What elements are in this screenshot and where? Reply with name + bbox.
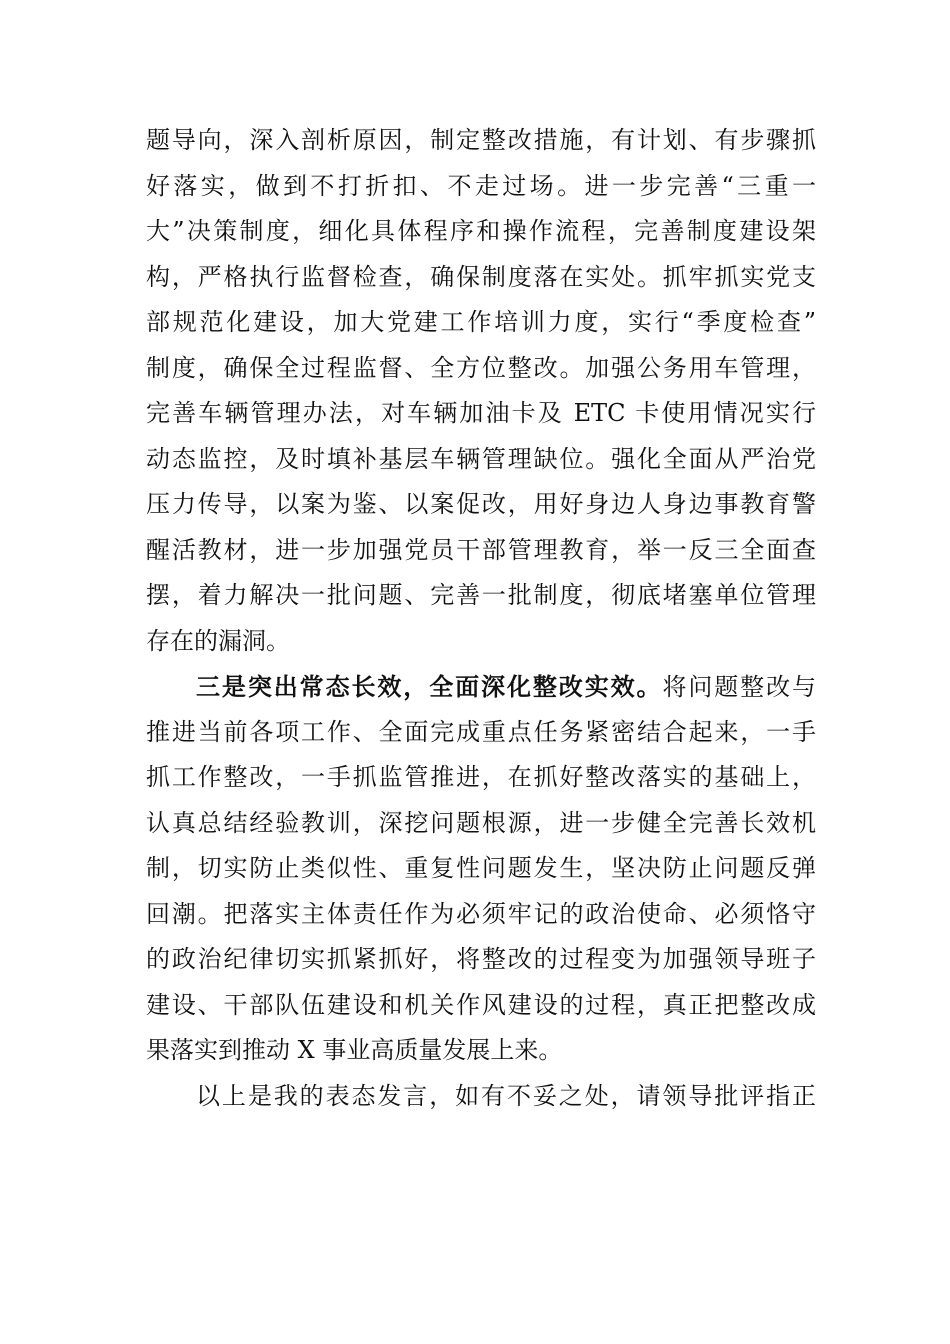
text-line: 题导向，深入剖析原因，制定整改措施，有计划、有步骤抓	[146, 126, 816, 154]
text-line: 部规范化建设，加大党建工作培训力度，实行“季度检查”	[146, 308, 816, 336]
text-line: 动态监控，及时填补基层车辆管理缺位。强化全面从严治党	[146, 444, 816, 473]
text-line: 推进当前各项工作、全面完成重点任务紧密结合起来，一手	[146, 717, 816, 746]
text-line: 大”决策制度，细化具体程序和操作流程，完善制度建设架	[146, 217, 816, 245]
paragraph-heading: 三是突出常态长效，全面深化整改实效。	[196, 672, 663, 701]
paragraph-3	[146, 1074, 816, 1120]
text-line: 以上是我的表态发言，如有不妥之处，请领导批评指正	[196, 1081, 816, 1110]
text-line: 摆，着力解决一批问题、完善一批制度，彻底堵塞单位管理	[146, 581, 816, 609]
text-line: 制度，确保全过程监督、全方位整改。加强公务用车管理，	[146, 353, 816, 382]
text-line: 醒活教材，进一步加强党员干部管理教育，举一反三全面查	[146, 535, 816, 564]
text-line: 抓工作整改，一手抓监管推进，在抓好整改落实的基础上，	[146, 763, 816, 791]
text-line: 的政治纪律切实抓紧抓好，将整改的过程变为加强领导班子	[146, 945, 816, 973]
text-line: 存在的漏洞。	[146, 626, 290, 655]
text-line	[146, 664, 816, 710]
text-line: 制，切实防止类似性、重复性问题发生，坚决防止问题反弹	[146, 854, 816, 882]
text-line: 建设、干部队伍建设和机关作风建设的过程，真正把整改成	[146, 990, 816, 1019]
paragraph-1	[146, 118, 816, 664]
text-line: 完善车辆管理办法，对车辆加油卡及 ETC 卡使用情况实行	[146, 399, 816, 427]
document-body	[146, 118, 816, 1119]
paragraph-2	[146, 664, 816, 1074]
text-run: 将问题整改与	[662, 673, 817, 701]
text-line: 压力传导，以案为鉴、以案促改，用好身边人身边事教育警	[146, 490, 816, 518]
text-line: 好落实，做到不打折扣、不走过场。进一步完善“三重一	[146, 171, 816, 200]
text-line: 构，严格执行监督检查，确保制度落在实处。抓牢抓实党支	[146, 262, 816, 291]
text-line: 果落实到推动 X 事业高质量发展上来。	[146, 1036, 563, 1064]
text-line: 认真总结经验教训，深挖问题根源，进一步健全完善长效机	[146, 808, 816, 837]
text-line: 回潮。把落实主体责任作为必须牢记的政治使命、必须恪守	[146, 899, 816, 928]
